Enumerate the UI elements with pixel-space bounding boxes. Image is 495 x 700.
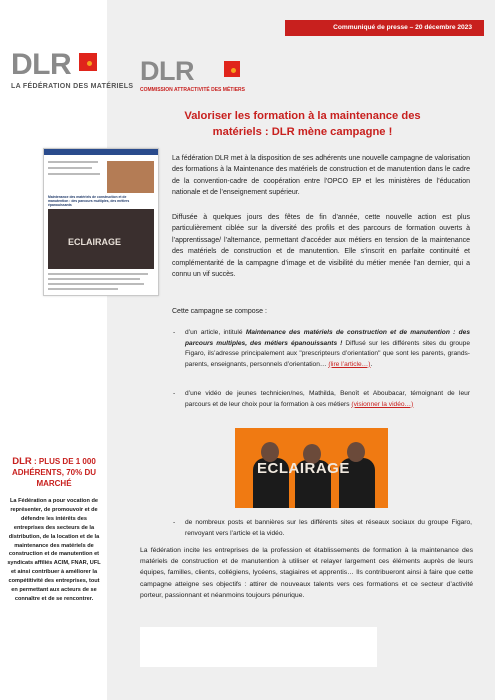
composition-intro: Cette campagne se compose :: [172, 308, 267, 315]
action-paragraph: Diffusée à quelques jours des fêtes de fin d’année, cette nouvelle action est plus particulièrement ciblée sur la diversité des profils et des parcours de formation ouverts à l’apprentissage/ l’alternance, permettant d’accéder aux métiers en tension de la maintenance des matériels de construction et de manutention. Elle s’inscrit en parfaite continuité et complémentarité de la campagne d’image et de visibilité du métier menée l’an dernier, qui a connu un vif succès.: [172, 214, 470, 279]
bullet-article-prefix: d’un article, intitulé: [185, 329, 246, 336]
bullet-posts: [173, 517, 472, 539]
logo-wordmark: DLR: [11, 48, 72, 81]
thumbnail-header-bar: [44, 149, 158, 155]
thumbnail-video-word: ECLAIRAGE: [68, 237, 122, 247]
video-thumbnail[interactable]: [235, 428, 388, 508]
article-thumbnail[interactable]: [43, 148, 159, 296]
sidebar-stats: : PLUS DE 1 000 ADHÉRENTS, 70% DU MARCHÉ: [11, 457, 96, 488]
press-release-tag: Communiqué de presse – 20 décembre 2023: [285, 20, 484, 36]
bullet-dash: -: [173, 519, 176, 526]
video-title-word: ECLAIRAGE: [257, 460, 350, 477]
watch-video-link[interactable]: (visionner la vidéo…): [351, 400, 414, 408]
bullet-posts-body: de nombreux posts et bannières sur les différents sites et réseaux sociaux du groupe Figaro, renvoyant vers l’article et la vidéo.: [185, 519, 472, 537]
bullet-article: [173, 328, 470, 370]
bullet-article-end: .: [370, 360, 373, 368]
commission-subtitle: COMMISSION ATTRACTIVITÉ DES MÉTIERS: [140, 87, 246, 93]
thumbnail-text-line: [48, 288, 118, 290]
logo-subtitle: LA FÉDÉRATION DES MATÉRIELS: [11, 83, 134, 90]
sidebar-headline: [8, 456, 100, 489]
bullet-dash: -: [173, 329, 176, 336]
closing-paragraph: La fédération incite les entreprises de la profession et établissements de formation à la maintenance des matériels de construction et de manutention à utiliser et relayer largement ces éléments auprès de leurs équipes, familles, clients, collégiens, lycéens, stagiaires et apprentis… Ils contribueront ainsi à faire que cette campagne atteigne ses objectifs : attirer de nouveaux talents vers ces formations et ce secteur d’activité porteur, passionnant et néanmoins toujours pénurique.: [140, 547, 473, 599]
bullet-dash: -: [173, 390, 176, 397]
read-article-link[interactable]: (lire l’article…): [328, 360, 371, 368]
thumbnail-text-line: [48, 283, 144, 285]
intro-paragraph: La fédération DLR met à la disposition de ses adhérents une nouvelle campagne de valorisation des formations à la Maintenance des matériels de construction et de manutention dans le cadre de la convention-cadre de coopération entre l’OPCO EP et les ministères de l’éducation nationale et de l’enseignement supérieur.: [172, 155, 470, 197]
page-title: Valoriser les formation à la maintenance des matériels : DLR mène campagne !: [184, 110, 421, 138]
sidebar-description: La Fédération a pour vocation de représenter, de promouvoir et de défendre les intérêts des entreprises des secteurs de la distribution, de la location et de la maintenance des matériels de construction et de manutention et syndicats affiliés ACIM, FNAR, UFL et ainsi contribuer à améliorer la compétitivité des entreprises, tout en permettant aux acteurs de se connaître et de se rencontrer.: [7, 498, 101, 602]
thumbnail-video-still: [48, 209, 154, 269]
video-person-head: [347, 442, 365, 462]
thumbnail-text-line: [48, 167, 92, 169]
bullet-video-body: d’une vidéo de jeunes technicien/nes, Mathilda, Benoît et Aboubacar, témoignant de leur parcours et de leur choix pour la formation à ces métiers: [185, 390, 470, 408]
bullet-video: [173, 389, 470, 410]
thumbnail-text-line: [48, 173, 100, 175]
thumbnail-headline: Maintenance des matériels de construction et de manutention : des parcours multiples, des métiers épanouissants: [48, 195, 130, 207]
video-person-head: [261, 442, 279, 462]
dlr-commission-logo: [140, 58, 250, 98]
bullet-article-body: Diffusé sur les différents sites du groupe Figaro, ils’adresse principalement aux "prescripteurs d’orientation" que sont les parents, grands-parents, enseignants, personnels d’orientation…: [185, 339, 470, 368]
sidebar-dlr: DLR: [12, 456, 32, 467]
commission-wordmark: DLR: [140, 56, 194, 86]
thumbnail-text-line: [48, 161, 98, 163]
blank-box: [140, 627, 377, 667]
thumbnail-photo: [107, 161, 154, 193]
commission-red-square: [224, 61, 240, 77]
thumbnail-text-line: [48, 273, 148, 275]
dlr-federation-logo: [11, 48, 134, 95]
thumbnail-text-line: [48, 278, 140, 280]
article-title: Maintenance des matériels de construction et de manutention : des parcours multiples, des métiers épanouissants !: [185, 329, 470, 347]
logo-red-square: [79, 53, 97, 71]
